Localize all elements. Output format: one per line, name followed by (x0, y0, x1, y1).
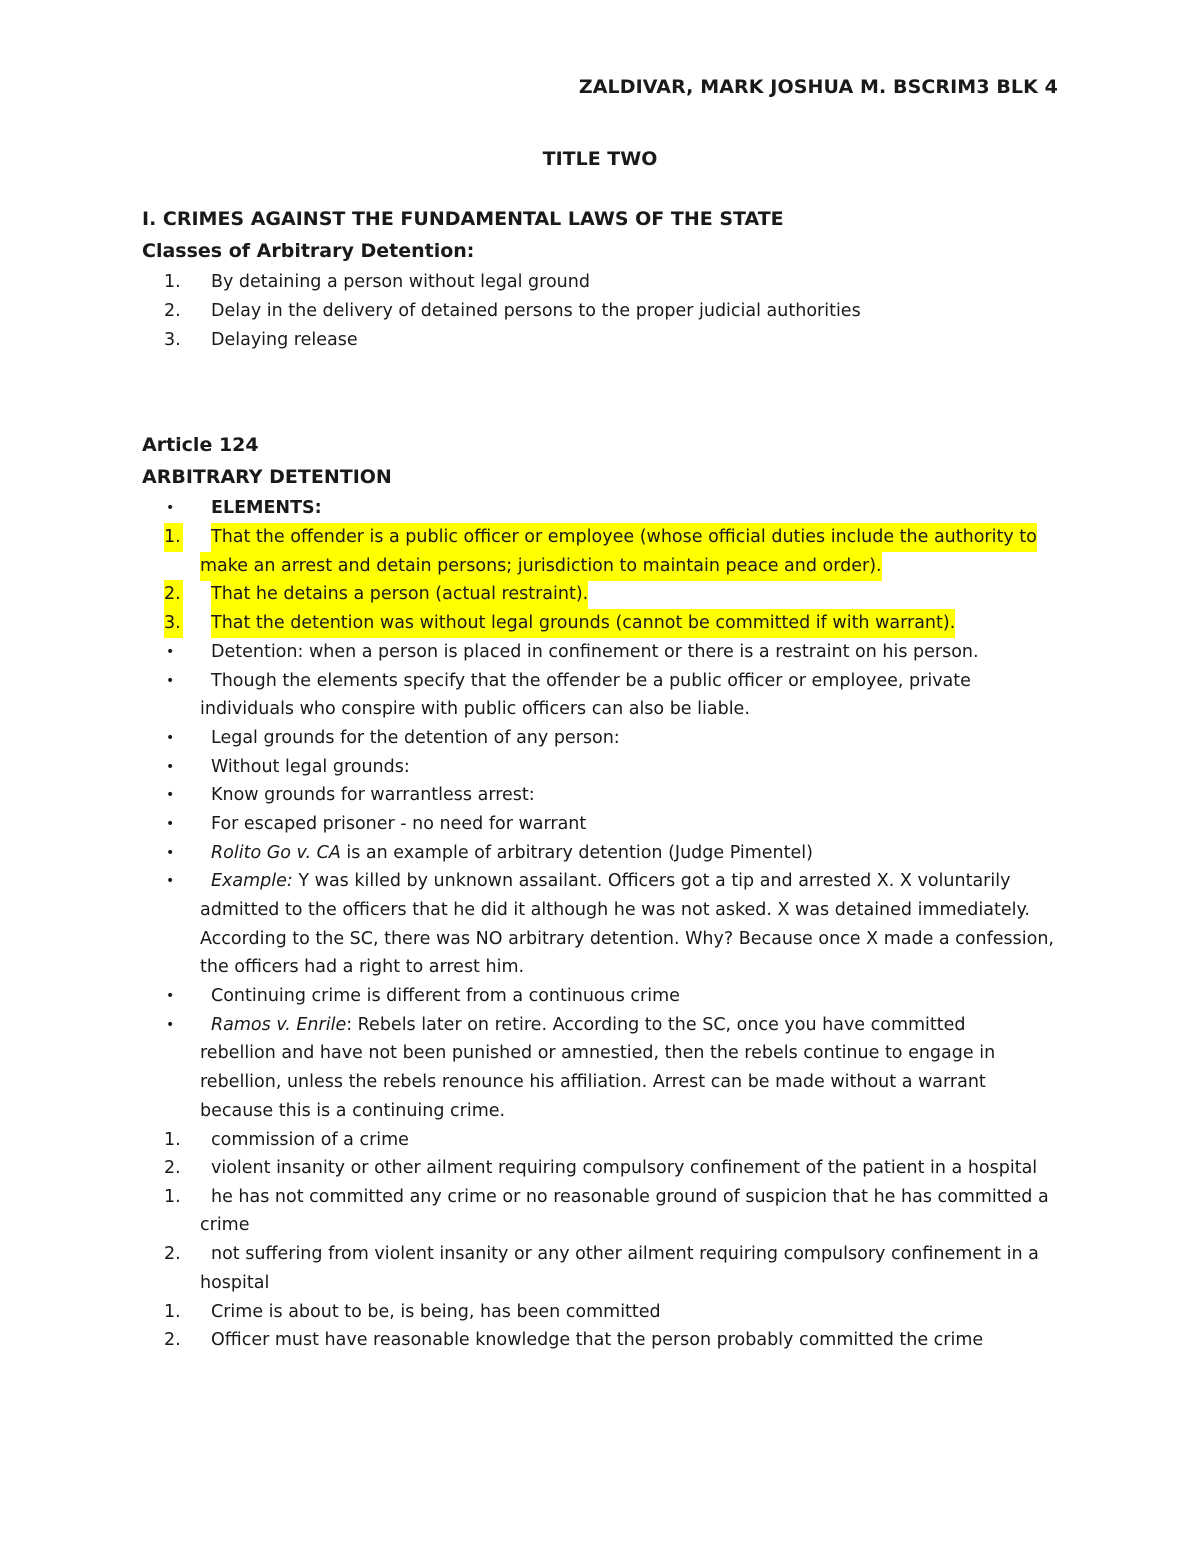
list-number: 3. (164, 609, 183, 638)
list-text: he has not committed any crime or no reasonable ground of suspicion that he has committed a (211, 1187, 1049, 1207)
bullet-text-rest: is an example of arbitrary detention (Judge Pimentel) (340, 843, 813, 863)
bullet-text: Know grounds for warrantless arrest: (211, 785, 535, 805)
list-text: commission of a crime (211, 1130, 409, 1150)
bullet-text: rebellion, unless the rebels renounce his affiliation. Arrest can be made without a warrant (200, 1072, 986, 1092)
list-text: violent insanity or other ailment requiring compulsory confinement of the patient in a hospital (211, 1158, 1038, 1178)
element-text: That the offender is a public officer or employee (whose official duties include the authority to (211, 523, 1037, 552)
bullet-text: individuals who conspire with public officers can also be liable. (200, 699, 750, 719)
list-number: 1. (164, 523, 183, 552)
bullet-icon: • (166, 845, 175, 861)
bullet-text: admitted to the officers that he did it although he was not asked. X was detained immediately. (200, 900, 1030, 920)
bullet-icon: • (166, 988, 175, 1004)
bullet-icon: • (166, 673, 175, 689)
bullet-text: Though the elements specify that the offender be a public officer or employee, private (211, 671, 971, 691)
bullet-text-rest: : Rebels later on retire. According to the SC, once you have committed (346, 1015, 966, 1035)
bullet-icon: • (166, 644, 175, 660)
article-name: ARBITRARY DETENTION (142, 466, 392, 488)
section-heading: I. CRIMES AGAINST THE FUNDAMENTAL LAWS OF THE STATE (142, 208, 784, 230)
list-number: 2. (164, 1330, 181, 1350)
bullet-icon: • (166, 730, 175, 746)
list-number: 2. (164, 301, 181, 321)
list-number: 2. (164, 1158, 181, 1178)
list-text: Officer must have reasonable knowledge that the person probably committed the crime (211, 1330, 984, 1350)
page-title: TITLE TWO (542, 148, 658, 170)
list-number: 3. (164, 330, 181, 350)
bullet-text (211, 839, 813, 868)
case-citation: Ramos v. Enrile (211, 1015, 347, 1035)
list-text: not suffering from violent insanity or any other ailment requiring compulsory confinement in a (211, 1244, 1039, 1264)
list-number: 1. (164, 1187, 181, 1207)
bullet-text: Legal grounds for the detention of any person: (211, 728, 620, 748)
bullet-icon: • (166, 1017, 175, 1033)
list-number: 1. (164, 1130, 181, 1150)
bullet-icon: • (166, 873, 175, 889)
author-header: ZALDIVAR, MARK JOSHUA M. BSCRIM3 BLK 4 (578, 76, 1058, 98)
list-number: 2. (164, 580, 183, 609)
case-citation: Rolito Go v. CA (211, 843, 341, 863)
bullet-icon: • (166, 500, 175, 516)
list-text: hospital (200, 1273, 270, 1293)
list-number: 1. (164, 1302, 181, 1322)
article-number: Article 124 (142, 434, 259, 456)
bullet-text: According to the SC, there was NO arbitrary detention. Why? Because once X made a confession, (200, 929, 1054, 949)
element-text: make an arrest and detain persons; jurisdiction to maintain peace and order). (200, 552, 882, 581)
list-text: crime (200, 1215, 250, 1235)
bullet-text: Without legal grounds: (211, 757, 410, 777)
bullet-text: the officers had a right to arrest him. (200, 957, 525, 977)
section-subheading: Classes of Arbitrary Detention: (142, 240, 475, 262)
list-text: Delaying release (211, 330, 358, 350)
element-text: That the detention was without legal grounds (cannot be committed if with warrant). (211, 609, 955, 638)
element-text: That he detains a person (actual restraint). (211, 580, 588, 609)
elements-label: ELEMENTS: (211, 498, 322, 518)
list-number: 1. (164, 272, 181, 292)
list-number: 2. (164, 1244, 181, 1264)
bullet-text: Continuing crime is different from a continuous crime (211, 986, 680, 1006)
list-text: Delay in the delivery of detained persons to the proper judicial authorities (211, 301, 861, 321)
bullet-text: rebellion and have not been punished or amnestied, then the rebels continue to engage in (200, 1043, 996, 1063)
example-label: Example: (211, 871, 293, 891)
bullet-text (211, 867, 1010, 896)
bullet-text (211, 1011, 966, 1040)
list-text: By detaining a person without legal ground (211, 272, 590, 292)
bullet-icon: • (166, 787, 175, 803)
bullet-text-rest: Y was killed by unknown assailant. Officers got a tip and arrested X. X voluntarily (292, 871, 1011, 891)
bullet-text: Detention: when a person is placed in confinement or there is a restraint on his person. (211, 642, 979, 662)
bullet-text: For escaped prisoner - no need for warrant (211, 814, 587, 834)
bullet-icon: • (166, 816, 175, 832)
bullet-text: because this is a continuing crime. (200, 1101, 506, 1121)
list-text: Crime is about to be, is being, has been committed (211, 1302, 661, 1322)
bullet-icon: • (166, 759, 175, 775)
